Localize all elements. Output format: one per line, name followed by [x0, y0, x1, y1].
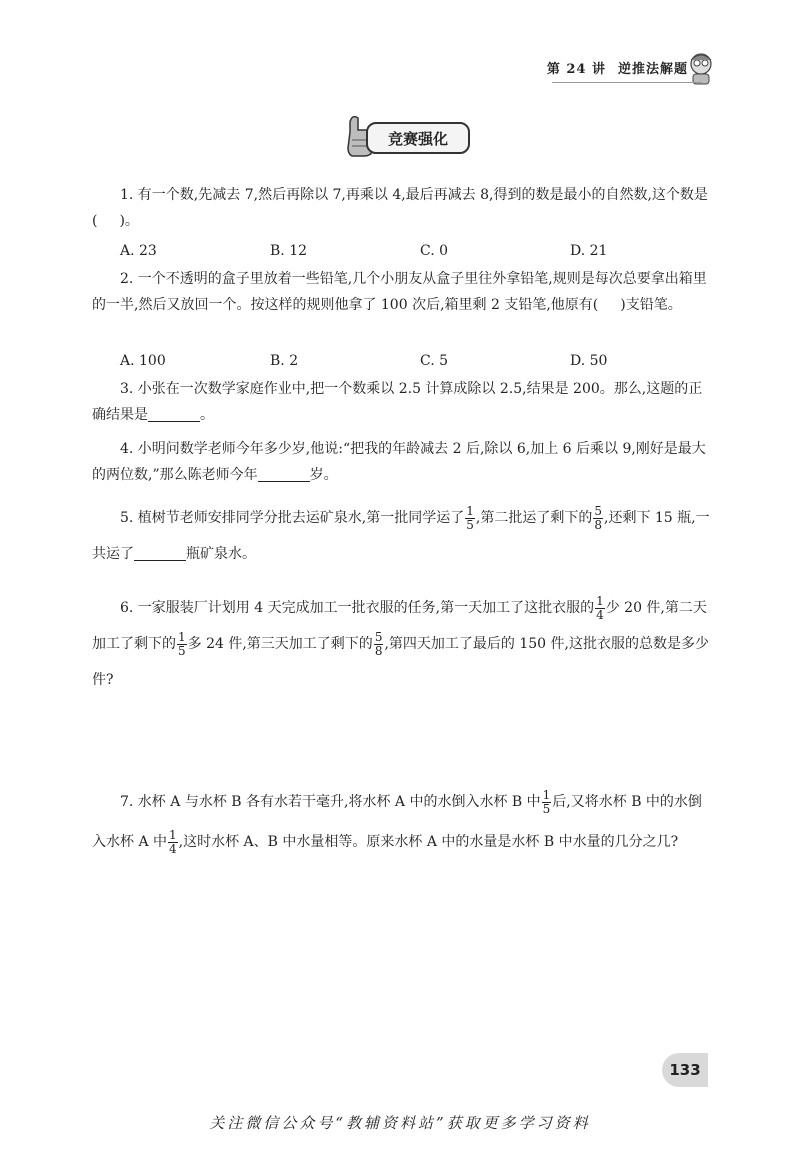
question-5-text-1: 5. 植树节老师安排同学分批去运矿泉水,第一批同学运了 — [120, 510, 465, 526]
question-6-text-1: 6. 一家服装厂计划用 4 天完成加工一批衣服的任务,第一天加工了这批衣服的 — [120, 600, 595, 616]
section-title: 竞赛强化 — [366, 122, 470, 154]
question-3 — [92, 376, 712, 428]
lecture-number: 第 24 讲 — [546, 62, 606, 77]
answer-blank — [258, 466, 310, 482]
question-7 — [92, 782, 712, 862]
fraction: $\frac{1}{4}$ — [169, 827, 177, 856]
lecture-topic: 逆推法解题 — [617, 62, 688, 77]
fraction: $\frac{5}{8}$ — [374, 629, 383, 658]
question-5-text-2: ,第二批运了剩下的 — [475, 510, 593, 526]
question-2-text: 2. 一个不透明的盒子里放着一些铅笔,几个小朋友从盒子里往外拿铅笔,规则是每次总要拿出箱里的一半,然后又放回一个。按这样的规则他拿了 100 次后,箱里剩 2 支铅笔,他原有( — [92, 271, 707, 313]
page-header — [535, 58, 688, 77]
option-c: C. 5 — [420, 353, 449, 369]
option-a: A. 23 — [120, 243, 157, 259]
fraction: $\frac{1}{5}$ — [542, 787, 551, 816]
question-4-text: 4. 小明问数学老师今年多少岁,他说:“把我的年龄减去 2 后,除以 6,加上 6 后乘以 9,刚好是最大的两位数,”那么陈老师今年 — [92, 441, 706, 483]
question-2-options — [120, 348, 720, 372]
page-number: 133 — [662, 1053, 708, 1087]
header-divider — [552, 82, 702, 83]
question-5 — [92, 500, 712, 572]
question-5-text-3: ,还剩下 15 瓶,一共运了 — [92, 510, 710, 562]
question-4-end: 岁。 — [309, 467, 338, 483]
option-d: D. 50 — [570, 353, 608, 369]
question-1-text: 1. 有一个数,先减去 7,然后再除以 7,再乘以 4,最后再减去 8,得到的数是最小的自然数,这个数是( — [92, 187, 708, 229]
footer-notice: 关注微信公众号“教辅资料站”获取更多学习资料 — [209, 1114, 591, 1132]
option-c: C. 0 — [420, 243, 449, 259]
question-3-end: 。 — [200, 407, 214, 423]
answer-blank — [148, 406, 200, 422]
question-6-text-2: 少 20 件,第二天加工了剩下的 — [92, 600, 707, 652]
fraction: $\frac{1}{4}$ — [596, 593, 604, 622]
question-1-options — [120, 238, 720, 262]
mascot-icon — [686, 50, 716, 86]
question-1-end: )。 — [119, 213, 139, 229]
question-3-text: 3. 小张在一次数学家庭作业中,把一个数乘以 2.5 计算成除以 2.5,结果是 200。那么,这题的正确结果是 — [92, 381, 703, 423]
question-7-text-3: ,这时水杯 A、B 中水量相等。原来水杯 A 中的水量是水杯 B 中水量的几分之几? — [178, 834, 679, 850]
fraction: $\frac{1}{5}$ — [466, 503, 474, 532]
fraction: $\frac{1}{5}$ — [178, 629, 186, 658]
fraction: $\frac{5}{8}$ — [594, 503, 602, 532]
question-7-text-1: 7. 水杯 A 与水杯 B 各有水若干毫升,将水杯 A 中的水倒入水杯 B 中 — [120, 794, 541, 810]
question-4 — [92, 436, 712, 488]
option-b: B. 2 — [270, 353, 299, 369]
option-d: D. 21 — [570, 243, 608, 259]
question-7-text-2: 后,又将水杯 B 中的水倒入水杯 A 中 — [92, 794, 702, 850]
section-title-banner — [340, 112, 470, 160]
question-2 — [92, 266, 712, 318]
question-2-end: )支铅笔。 — [620, 297, 682, 313]
question-5-end: 瓶矿泉水。 — [186, 546, 256, 562]
answer-blank — [134, 545, 186, 561]
question-1 — [92, 182, 712, 234]
option-b: B. 12 — [270, 243, 308, 259]
question-6-text-4: ,第四天加工了最后的 150 件,这批衣服的总数是多少件? — [92, 636, 709, 688]
question-6 — [92, 590, 712, 698]
question-6-text-3: 多 24 件,第三天加工了剩下的 — [187, 636, 373, 652]
option-a: A. 100 — [120, 353, 166, 369]
